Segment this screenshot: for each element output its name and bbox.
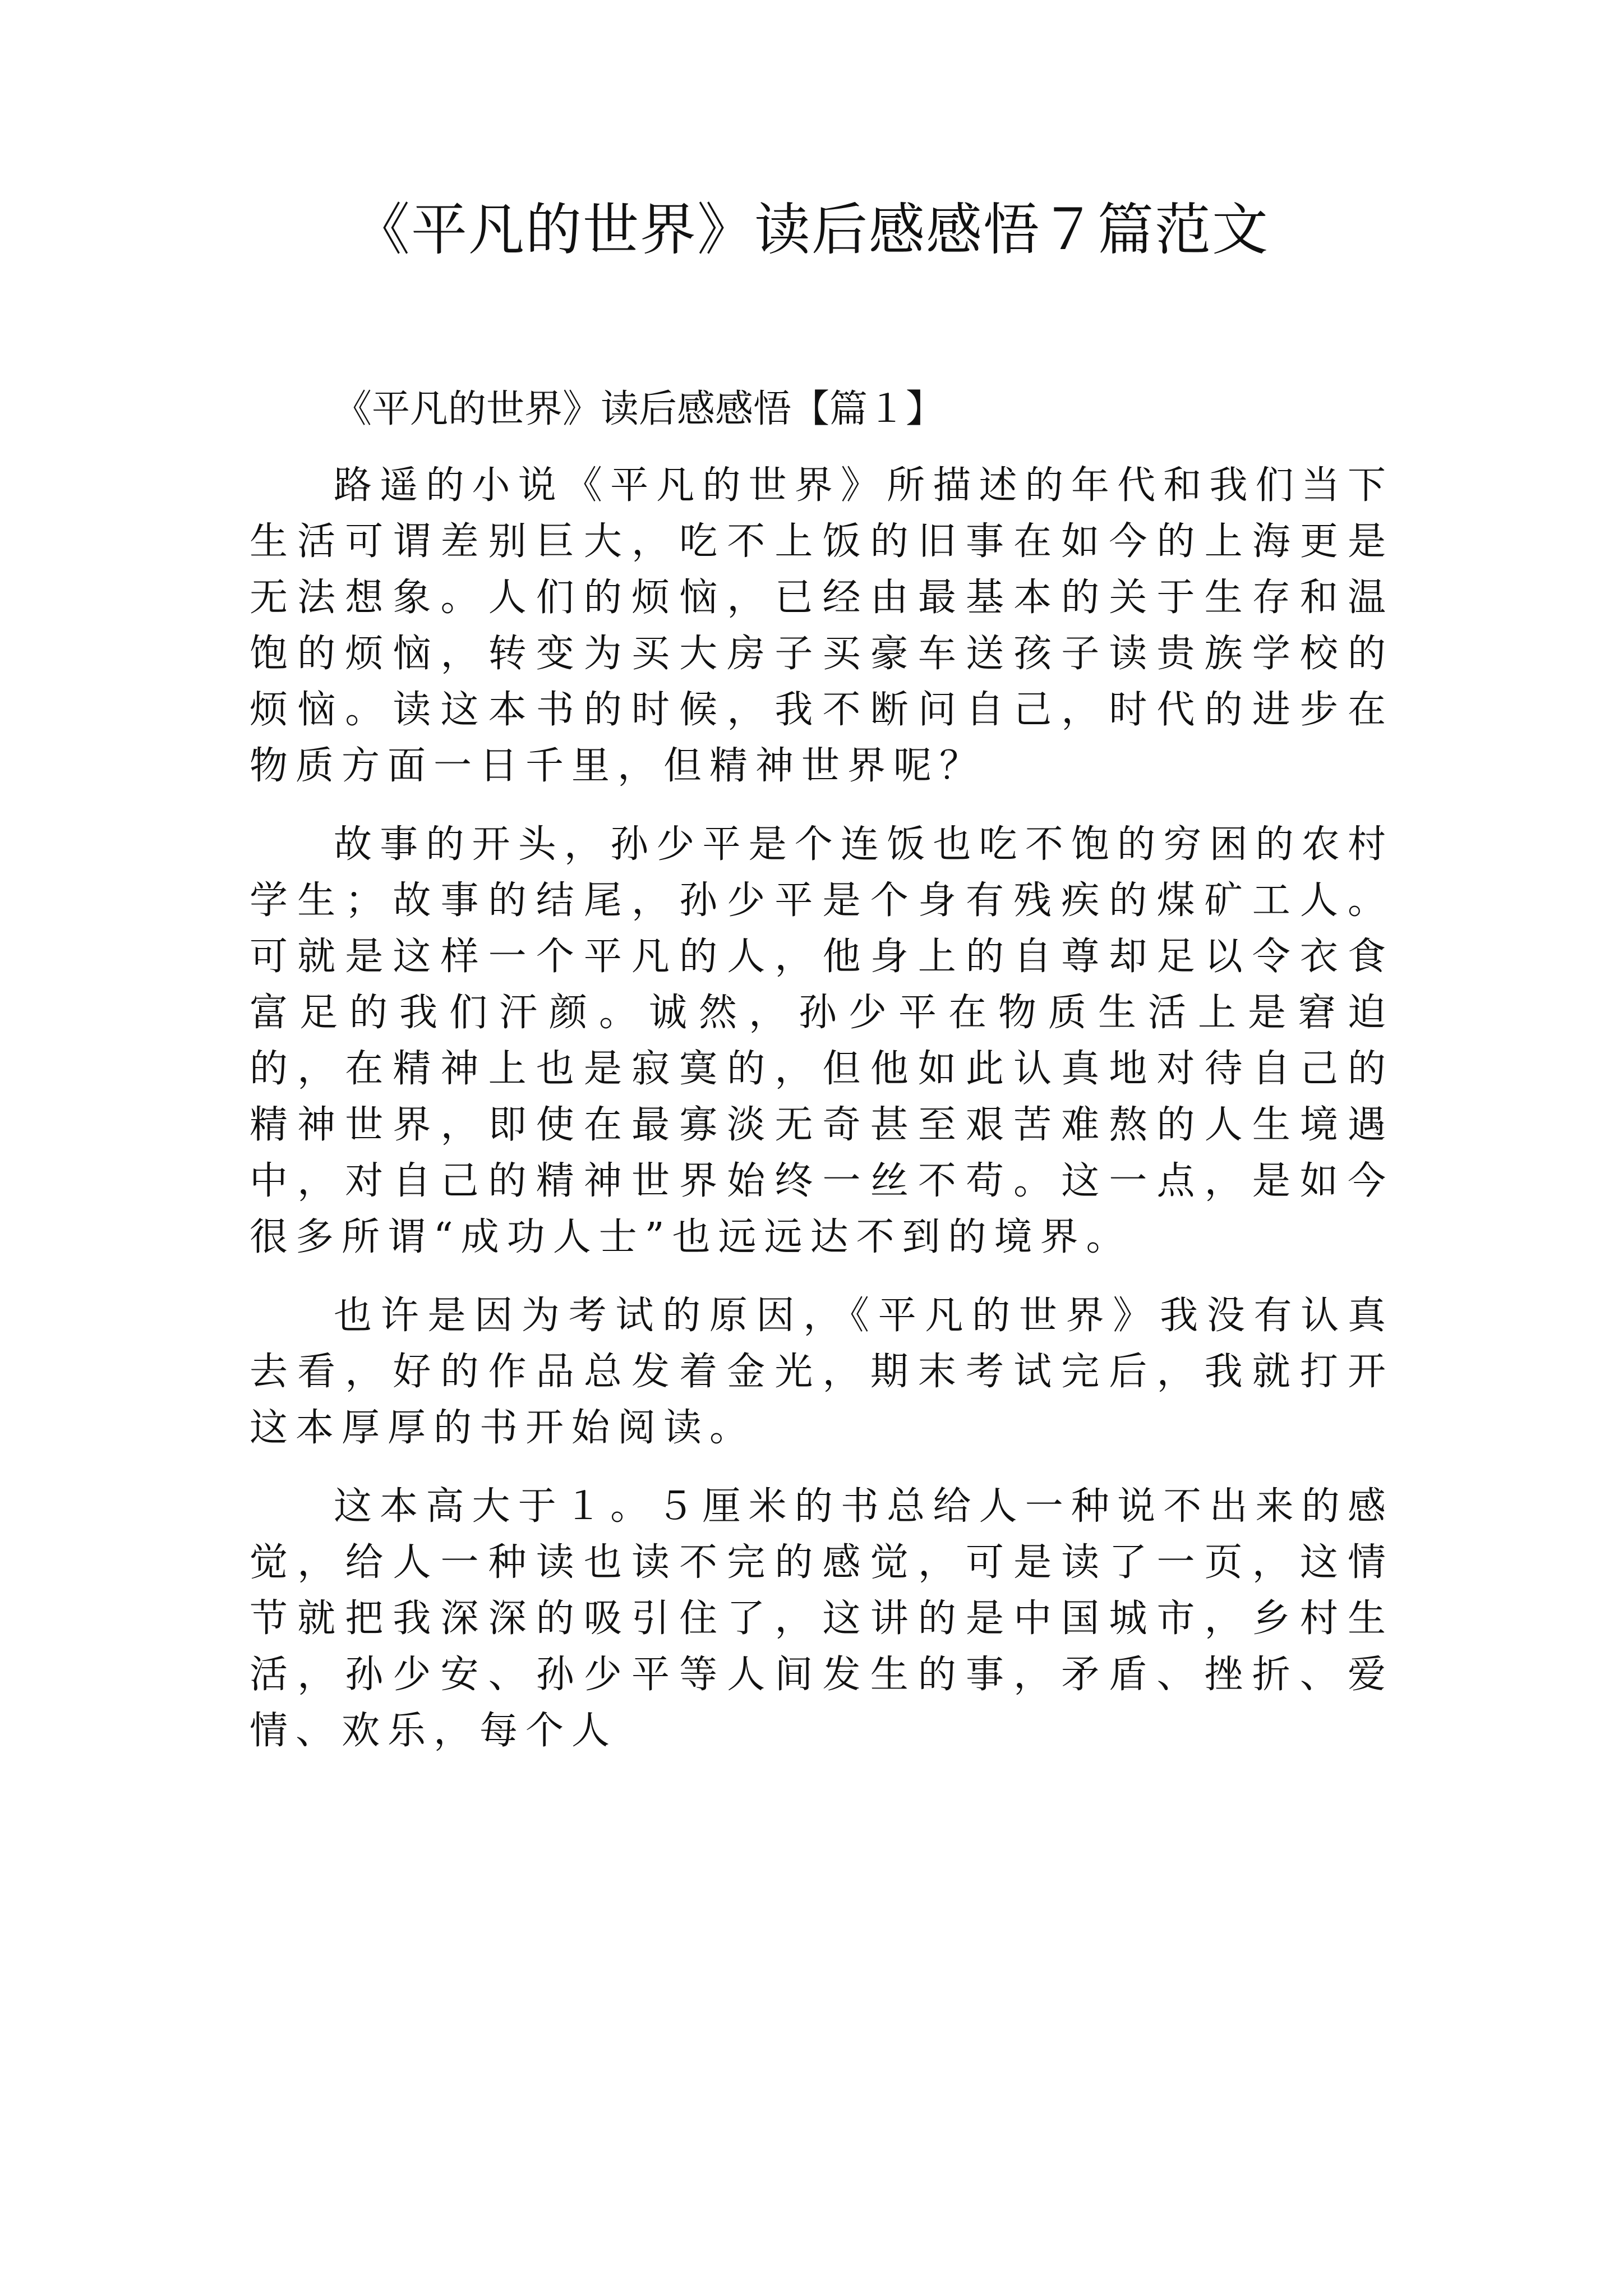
section-heading: 《平凡的世界》读后感感悟【篇１】 xyxy=(334,387,944,431)
paragraph-3: 也许是因为考试的原因，《平凡的世界》我没有认真去看，好的作品总发着金光，期末考试完后，我就打开这本厚厚的书开始阅读。 xyxy=(250,1294,1394,1450)
paragraph-4: 这本高大于１。５厘米的书总给人一种说不出来的感觉，给人一种读也读不完的感觉，可是读了一页，这情节就把我深深的吸引住了，这讲的是中国城市，乡村生活，孙少安、孙少平等人间发生的事，矛盾、挫折、爱情、欢乐，每个人 xyxy=(250,1484,1394,1753)
paragraph-1: 路遥的小说《平凡的世界》所描述的年代和我们当下生活可谓差别巨大，吃不上饭的旧事在如今的上海更是无法想象。人们的烦恼，已经由最基本的关于生存和温饱的烦恼，转变为买大房子买豪车送孩子读贵族学校的烦恼。读这本书的时候，我不断问自己，时代的进步在物质方面一日千里，但精神世界呢？ xyxy=(250,463,1394,788)
document-body xyxy=(250,381,1394,1782)
document-title: 《平凡的世界》读后感感悟７篇范文 xyxy=(354,197,1269,263)
paragraph-2: 故事的开头，孙少平是个连饭也吃不饱的穷困的农村学生；故事的结尾，孙少平是个身有残疾的煤矿工人。可就是这样一个平凡的人，他身上的自尊却足以令衣食富足的我们汗颜。诚然，孙少平在物质生活上是窘迫的，在精神上也是寂寞的，但他如此认真地对待自己的精神世界，即使在最寡淡无奇甚至艰苦难熬的人生境遇中，对自己的精神世界始终一丝不苟。这一点，是如今很多所谓“成功人士”也远远达不到的境界。 xyxy=(250,822,1394,1259)
